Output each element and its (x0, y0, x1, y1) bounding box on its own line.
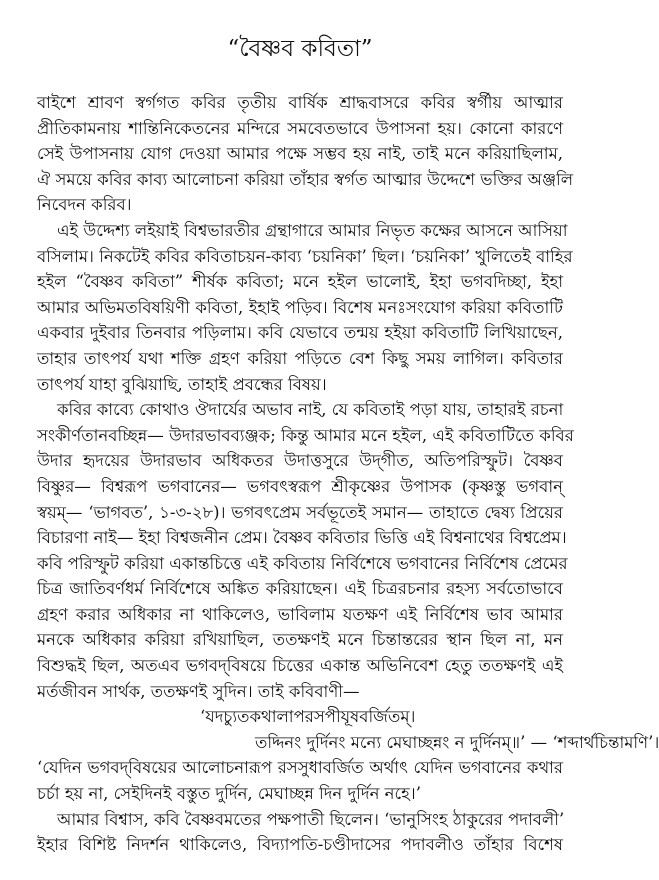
text-line: সেই উপাসনায় যোগ দেওয়া আমার পক্ষে সম্ভব হয় নাই, তাই মনে করিয়াছিলাম, (37, 144, 563, 164)
verse-line: তদ্দিনং দুর্দিনং মন্যে মেঘাচ্ছন্নং ন দুর্দিনম্॥’ — ‘শব্দার্থচিন্তামণি’। (255, 732, 659, 752)
text-line: একবার দুইবার তিনবার পড়িলাম। কবি যেভাবে তন্ময় হইয়া কবিতাটি লিখিয়াছেন, (37, 323, 563, 343)
text-line: চিত্র জাতিবর্ণধর্ম নির্বিশেষে অঙ্কিত করিয়াছেন। এই চিত্ররচনার রহস্য সর্বতোভাবে (37, 579, 563, 599)
text-line: ঐ সময়ে কবির কাব্য আলোচনা করিয়া তাঁহার স্বর্গত আত্মার উদ্দেশে ভক্তির অঞ্জলি (37, 169, 574, 189)
text-line: বিষ্ণুর— বিশ্বরূপ ভগবানের— ভগবৎস্বরূপ শ্রীকৃষ্ণের উপাসক (কৃষ্ণস্তু ভগবান্ (37, 476, 563, 496)
text-line: বাইশে শ্রাবণ স্বর্গগত কবির তৃতীয় বার্ষিক শ্রাদ্ধবাসরে কবির স্বর্গীয় আত্মার (37, 93, 563, 112)
document-body (37, 90, 659, 858)
page-title: “বৈষ্ণব কবিতা” (227, 36, 373, 62)
text-line: বিচারণা নাই— ইহা বিশ্বজনীন প্রেম। বৈষ্ণব কবিতার ভিত্তি এই বিশ্বনাথের বিশ্বপ্রেম। (37, 528, 567, 548)
text-line: উদার হৃদয়ের উদারভাব অধিকতর উদাত্তসুরে উদ্‌গীত, অতিপরিস্ফুট। বৈষ্ণব (37, 451, 563, 471)
text-line: তাহার তাৎপর্য যথা শক্তি গ্রহণ করিয়া পড়িতে বেশ কিছু সময় লাগিল। কবিতার (37, 348, 563, 368)
verse-line: ‘যদচ্যুতকথালাপরসপীযূষবর্জিতম্। (200, 707, 416, 727)
text-line: হইল “বৈষ্ণব কবিতা” শীর্ষক কবিতা; মনে হইল ভালোই, ইহা ভগবদিচ্ছা, ইহা (37, 272, 563, 292)
text-line: কবি পরিস্ফুট করিয়া একান্তচিত্তে এই কবিতায় নির্বিশেষে ভগবানের নির্বিশেষ প্রেমের (37, 553, 568, 573)
text-line: মনকে অধিকার করিয়া রখিয়াছিল, ততক্ষণই মনে চিন্তান্তরের স্থান ছিল না, মন (37, 630, 563, 650)
text-line: তাৎপর্য যাহা বুঝিয়াছি, তাহাই প্রবন্ধের বিষয়। (37, 374, 327, 394)
text-line: স্বয়ম্— ‘ভাগবত’, ১-৩-২৮)। ভগবৎপ্রেম সর্বভূতেই সমান— তাহাতে দ্বেষ্য প্রিয়ের (37, 502, 563, 522)
text-line: কবির কাব্যে কোথাও ঔদার্যের অভাব নাই, যে কবিতাই পড়া যায়, তাহারই রচনা (57, 400, 564, 420)
text-line: ইহার বিশিষ্ট নিদর্শন থাকিলেও, বিদ্যাপতি-চণ্ডীদাসের পদাবলীও তাঁহার বিশেষ (37, 835, 563, 855)
text-line: প্রীতিকামনায় শান্তিনিকেতনের মন্দিরে সমবেতভাবে উপাসনা হয়। কোনো কারণে (37, 118, 563, 138)
text-line: ‘যেদিন ভগবদ্‌বিষয়ের আলোচনারূপ রসসুধাবর্জিত অর্থাৎ যেদিন ভগবানের কথার (37, 758, 563, 778)
text-line: আমার বিশ্বাস, কবি বৈষ্ণবমতের পক্ষপাতী ছিলেন। ‘ভানুসিংহ ঠাকুরের পদাবলী’ (57, 809, 565, 829)
text-line: চর্চা হয় না, সেইদিনই বস্তুত দুর্দিন, মেঘাচ্ছন্ন দিন দুর্দিন নহে।’ (37, 784, 421, 804)
text-line: সংকীর্ণতানবচ্ছিন্ন— উদারভাবব্যঞ্জক; কিন্তু আমার মনে হইল, এই কবিতাটিতে কবির (37, 425, 574, 445)
text-line: এই উদ্দেশ্য লইয়াই বিশ্বভারতীর গ্রন্থাগারে আমার নিভৃত কক্ষের আসনে আসিয়া (57, 220, 568, 240)
text-line: আমার অভিমতবিষয়িণী কবিতা, ইহাই পড়িব। বিশেষ মনঃসংযোগ করিয়া কবিতাটি (37, 297, 563, 317)
text-line: বিশুদ্ধই ছিল, অতএব ভগবদ্‌বিষয়ে চিত্তের একান্ত অভিনিবেশ হেতু ততক্ষণই এই (37, 656, 563, 676)
text-line: গ্রহণ করার অধিকার না থাকিলেও, ভাবিলাম যতক্ষণ এই নির্বিশেষ ভাব আমার (37, 604, 563, 624)
text-line: মর্তজীবন সার্থক, ততক্ষণই সুদিন। তাই কবিবাণী— (37, 681, 360, 701)
text-line: বসিলাম। নিকটেই কবির কবিতাচয়ন-কাব্য ‘চয়নিকা’ ছিল। ‘চয়নিকা’ খুলিতেই বাহির (37, 246, 573, 266)
text-line: নিবেদন করিব। (37, 195, 132, 215)
